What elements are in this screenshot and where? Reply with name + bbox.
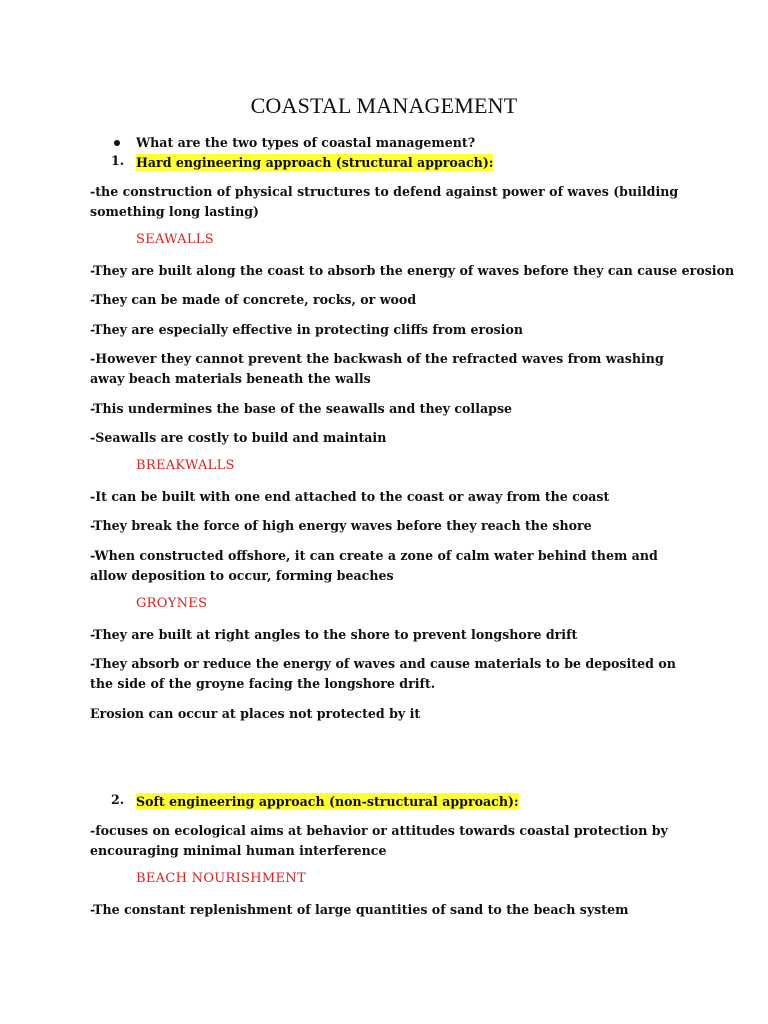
beach-nourishment-point: -The constant replenishment of large quantities of sand to the beach system <box>90 902 629 917</box>
seawalls-point: -However they cannot prevent the backwash of the refracted waves from washing away beach materials beneath the walls <box>90 351 664 386</box>
seawalls-heading: SEAWALLS <box>136 232 214 247</box>
groynes-point: Erosion can occur at places not protected by it <box>90 706 421 721</box>
groynes-heading: GROYNES <box>136 596 208 611</box>
groynes-point: -They are built at right angles to the shore to prevent longshore drift <box>90 627 578 642</box>
question-text: What are the two types of coastal management? <box>136 135 476 150</box>
seawalls-point: -This undermines the base of the seawalls and they collapse <box>90 401 513 416</box>
section2-heading <box>136 792 519 812</box>
page-title: COASTAL MANAGEMENT <box>250 93 518 118</box>
section1-heading <box>136 153 493 173</box>
breakwalls-point: -They break the force of high energy waves before they reach the shore <box>90 518 592 533</box>
groynes-point: -They absorb or reduce the energy of waves and cause materials to be deposited on the side of the groyne facing the longshore drift. <box>90 656 676 691</box>
section1-number: 1. <box>111 153 125 168</box>
seawalls-point: -Seawalls are costly to build and maintain <box>90 430 387 445</box>
section2-number: 2. <box>111 792 125 807</box>
section2-heading-text: Soft engineering approach (non-structural approach): <box>136 794 519 809</box>
seawalls-point: -They are especially effective in protecting cliffs from erosion <box>90 322 524 337</box>
seawalls-point: -They are built along the coast to absorb the energy of waves before they can cause erosion <box>90 263 735 278</box>
seawalls-point: -They can be made of concrete, rocks, or wood <box>90 292 417 307</box>
beach-nourishment-heading: BEACH NOURISHMENT <box>136 871 306 886</box>
breakwalls-point: -When constructed offshore, it can create a zone of calm water behind them and allow deposition to occur, forming beaches <box>90 548 658 583</box>
breakwalls-point: -It can be built with one end attached to the coast or away from the coast <box>90 489 610 504</box>
section2-intro: -focuses on ecological aims at behavior or attitudes towards coastal protection by encouraging minimal human interference <box>90 823 668 858</box>
bullet-icon <box>114 140 120 146</box>
breakwalls-heading: BREAKWALLS <box>136 458 235 473</box>
section1-intro: -the construction of physical structures to defend against power of waves (building something long lasting) <box>90 184 679 219</box>
section1-heading-text: Hard engineering approach (structural approach): <box>136 155 494 170</box>
